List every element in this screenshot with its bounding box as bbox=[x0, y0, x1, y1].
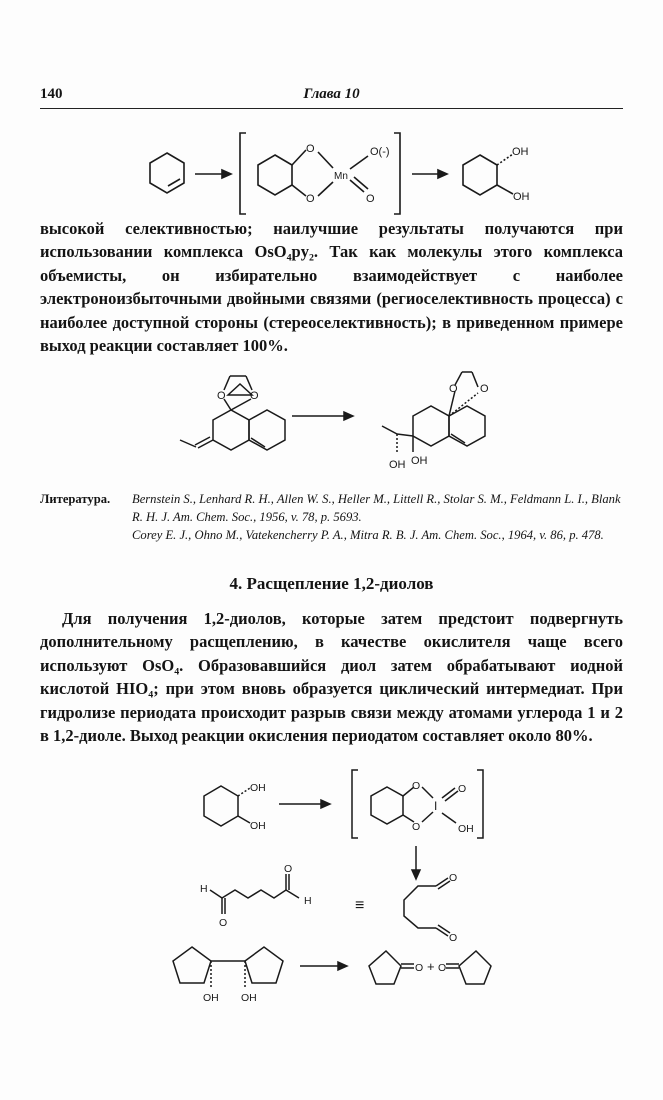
pinacol-ring-1 bbox=[173, 947, 211, 983]
periodate-bond-7 bbox=[442, 813, 456, 823]
bond-ketal-2 bbox=[231, 399, 251, 410]
arrow-4-head bbox=[321, 800, 330, 808]
atom-o-minus: O(-) bbox=[370, 146, 390, 158]
ring-form-o1: O bbox=[449, 872, 458, 884]
periodate-bond-6 bbox=[445, 791, 458, 801]
scheme-steroid bbox=[0, 360, 663, 482]
arrow-5-head bbox=[412, 870, 420, 879]
arrow-1-head bbox=[222, 170, 231, 178]
reference-item: Corey E. J., Ohno M., Vatekencherry P. A., Mitra R. B. J. Am. Chem. Soc., 1964, v. 86, p. 478. bbox=[132, 528, 604, 542]
arrow-2-head bbox=[438, 170, 447, 178]
page-header bbox=[40, 86, 623, 106]
bond-ketal-4 bbox=[246, 376, 252, 390]
bond-oh2 bbox=[497, 185, 513, 194]
diol-ring bbox=[463, 155, 497, 195]
aldehyde-h1: H bbox=[200, 883, 208, 895]
ketal-o1: O bbox=[217, 390, 226, 402]
paragraph-1: высокой селективностью; наилучшие результаты получаются при использовании комплекса OsO₄py₂. Так как молекулы этого комплекса объемисты, он избирательно взаимодействует с наиболее электроноизбыточными двойными связями (региоселективность процесса) с наиболее доступной стороны (стереоселективность); в приведенном примере выход реакции составляет 100%. bbox=[40, 219, 623, 356]
periodate-iodine: I bbox=[434, 799, 438, 813]
atom-metal: Mn bbox=[334, 171, 348, 182]
periodate-bond-5 bbox=[442, 788, 455, 798]
header-rule bbox=[40, 108, 623, 109]
bracket-right bbox=[394, 133, 400, 214]
exo-bond-1 bbox=[198, 440, 213, 448]
scheme-dihydroxylation bbox=[0, 118, 663, 218]
atom-oh2: OH bbox=[513, 191, 530, 203]
scheme1-svg bbox=[0, 118, 663, 218]
diol-oh2: OH bbox=[250, 820, 266, 832]
ring-form-co-1a bbox=[436, 878, 448, 886]
dialdehyde-ring-form bbox=[404, 886, 436, 928]
paragraph-2: Для получения 1,2-диолов, которые затем предстоит подвергнуть дополнительному расщеплению, в качестве окислителя чаще всего используют OsO₄. Образовавшийся диол затем обрабатывают иодной кислотой HIO₄; при этом вновь образуется циклический интермедиат. При гидролизе периодата происходит разрыв связи между атомами углерода 1 и 2 в 1,2-диоле. Выход реакции окисления периодатом составляет около 80%. bbox=[40, 609, 623, 746]
arrow-6-head bbox=[338, 962, 347, 970]
bond-o1-mn bbox=[318, 152, 333, 168]
atom-oh-b: OH bbox=[411, 455, 428, 467]
reference-item: Bernstein S., Lenhard R. H., Allen W. S., Heller M., Littell R., Stolar S. M., Feldmann L. I., Blank R. H. J. Am. Chem. Soc., 1956, v. 78, p. 5693. bbox=[132, 492, 621, 524]
page-number: 140 bbox=[40, 86, 63, 102]
cyclohexene-double-bond bbox=[168, 179, 180, 186]
periodate-o2: O bbox=[412, 821, 421, 833]
periodate-bond-4 bbox=[422, 812, 433, 822]
exo-bond-2 bbox=[195, 437, 210, 445]
exo-methyl bbox=[180, 440, 196, 447]
aldehyde-o1: O bbox=[219, 917, 228, 929]
manganate-ring bbox=[258, 155, 292, 195]
ketone-o1: O bbox=[415, 962, 424, 974]
pinacol-oh1: OH bbox=[203, 992, 219, 1004]
diol-ring-2 bbox=[204, 786, 238, 826]
bond-methyl bbox=[382, 426, 397, 434]
aldehyde-o2: O bbox=[284, 863, 293, 875]
bond-mn-o-double-a bbox=[350, 180, 364, 192]
bond-ketal-9 bbox=[472, 372, 478, 387]
ketal-o2: O bbox=[250, 390, 259, 402]
section-title: 4. Расщепление 1,2-диолов bbox=[229, 574, 434, 593]
chapter-title: Глава 10 bbox=[303, 86, 360, 102]
ketal-o3: O bbox=[449, 383, 458, 395]
atom-oh1: OH bbox=[512, 146, 529, 158]
references-list bbox=[132, 490, 630, 544]
references-label: Литература. bbox=[40, 492, 111, 506]
ketal-o4: O bbox=[480, 383, 489, 395]
atom-o1: O bbox=[306, 143, 315, 155]
pinacol-oh2: OH bbox=[241, 992, 257, 1004]
cyclopentanone-2 bbox=[459, 951, 491, 984]
bond-ketal-3 bbox=[224, 376, 230, 390]
bond-oh1 bbox=[497, 154, 513, 165]
scheme3-svg bbox=[0, 760, 663, 1010]
bond-o2-mn bbox=[318, 182, 333, 196]
diol-bond-oh1 bbox=[238, 788, 250, 796]
periodate-o-double: O bbox=[458, 783, 467, 795]
atom-oh-a: OH bbox=[389, 459, 406, 471]
ring-b-1 bbox=[249, 410, 285, 450]
arrow-3-head bbox=[344, 412, 353, 420]
bond-side-chain bbox=[397, 434, 413, 436]
atom-o2: O bbox=[306, 193, 315, 205]
bracket-right-2 bbox=[477, 770, 483, 838]
scheme-periodate bbox=[0, 760, 663, 1010]
periodate-o1: O bbox=[412, 780, 421, 792]
diol-oh1: OH bbox=[250, 782, 266, 794]
ring-a-1 bbox=[213, 410, 249, 450]
aldehyde-h2: H bbox=[304, 895, 312, 907]
dialdehyde-chain bbox=[210, 890, 299, 898]
plus-sign: + bbox=[427, 959, 435, 974]
ketone-o2: O bbox=[438, 962, 447, 974]
ring-a-2 bbox=[413, 406, 449, 446]
bond-c-o2 bbox=[292, 185, 306, 196]
bond-c-o1 bbox=[292, 150, 306, 165]
cyclopentanone-1 bbox=[369, 951, 401, 984]
ketal-ring-1-base bbox=[228, 384, 252, 395]
periodate-ring bbox=[371, 787, 403, 824]
bracket-left-2 bbox=[352, 770, 358, 838]
equivalence-sign: ≡ bbox=[355, 897, 365, 914]
bond-mn-ominus bbox=[350, 156, 368, 169]
ring-b-2 bbox=[449, 406, 485, 446]
cyclohexene-ring bbox=[150, 153, 184, 193]
pinacol-ring-2 bbox=[245, 947, 283, 983]
bond-mn-o-double-b bbox=[354, 177, 368, 189]
diol-bond-oh2 bbox=[238, 816, 250, 823]
periodate-bond-3 bbox=[422, 787, 433, 798]
periodate-oh: OH bbox=[458, 823, 474, 835]
atom-o-double: O bbox=[366, 193, 375, 205]
ring-form-o2: O bbox=[449, 932, 458, 944]
ring-form-co-2a bbox=[436, 928, 448, 936]
scheme2-svg bbox=[0, 360, 663, 482]
bracket-left bbox=[240, 133, 246, 214]
